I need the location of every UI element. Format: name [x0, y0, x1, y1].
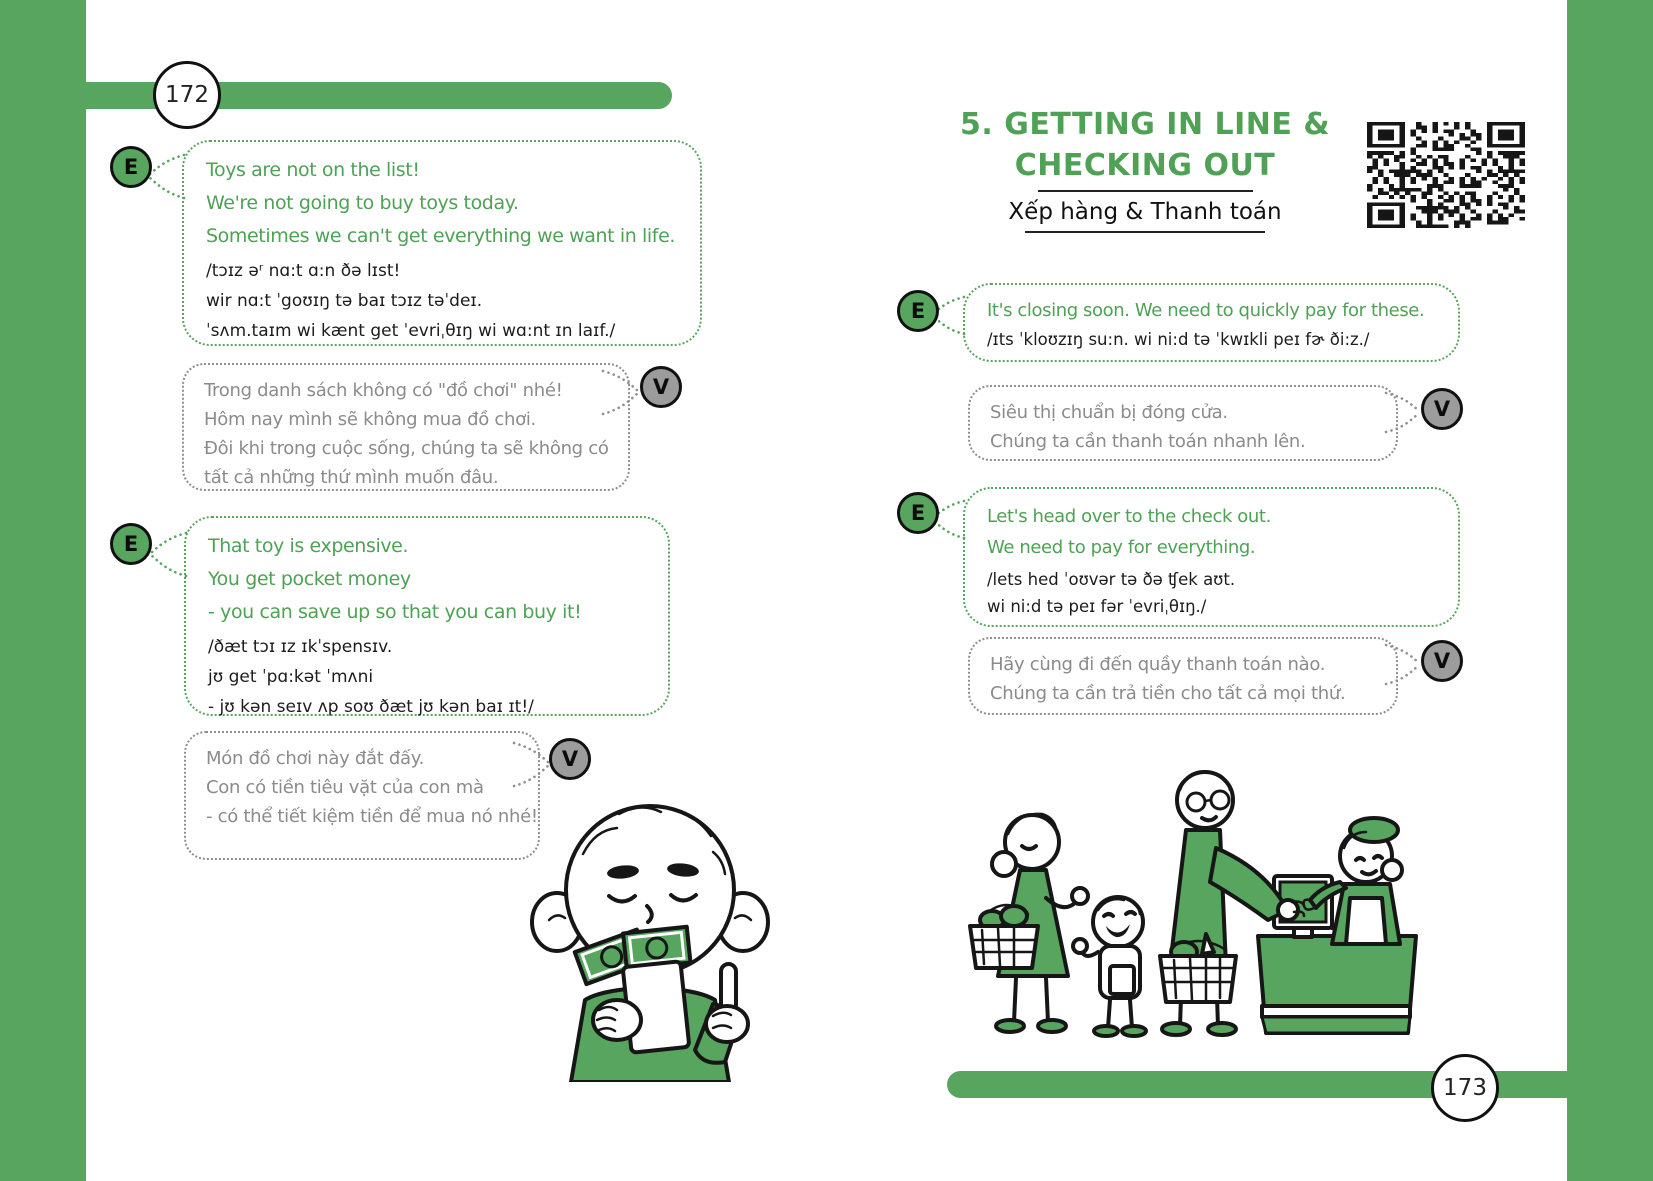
checkout-scene-illustration	[958, 738, 1436, 1038]
speech-bubble-english	[184, 516, 670, 716]
bubble-tail	[601, 368, 641, 418]
section-title-block	[930, 104, 1360, 233]
speech-bubble-vietnamese	[968, 385, 1398, 461]
qr-code-icon	[1367, 122, 1525, 228]
speaker-badge-vietnamese: V	[640, 366, 682, 408]
phonetic-line: wir nɑ:t ˈgoʊɪŋ tə baɪ tɔɪz təˈdeɪ.	[206, 291, 483, 311]
speaker-badge-english: E	[110, 146, 152, 188]
speaker-badge-vietnamese: V	[1421, 640, 1463, 682]
title-underline	[1038, 190, 1253, 192]
bubble-tail	[146, 152, 186, 202]
speech-bubble-vietnamese	[182, 363, 630, 491]
vietnamese-line: Siêu thị chuẩn bị đóng cửa.	[990, 402, 1228, 423]
phonetic-line: /ðæt tɔɪ ɪz ɪkˈspensɪv.	[208, 637, 393, 657]
bubble-tail	[1384, 390, 1422, 436]
bubble-tail	[1384, 642, 1422, 688]
vietnamese-line: Trong danh sách không có "đồ chơi" nhé!	[204, 380, 563, 401]
phonetic-line: wi ni:d tə peɪ fər ˈevriˌθɪŋ./	[987, 597, 1207, 616]
phonetic-line: /tɔɪz əʳ nɑ:t ɑ:n ðə lɪst!	[206, 261, 401, 281]
vietnamese-line: Hãy cùng đi đến quầy thanh toán nào.	[990, 654, 1326, 675]
vietnamese-line: Chúng ta cần trả tiền cho tất cả mọi thứ.	[990, 683, 1346, 704]
speech-bubble-vietnamese	[184, 731, 540, 860]
speaker-badge-vietnamese: V	[1421, 388, 1463, 430]
boy-with-money-illustration	[527, 752, 772, 1082]
speaker-badge-english: E	[897, 492, 939, 534]
english-line: That toy is expensive.	[208, 535, 409, 557]
speech-bubble-english	[182, 140, 702, 346]
english-line: Sometimes we can't get everything we want in life.	[206, 225, 676, 247]
speech-bubble-vietnamese	[968, 637, 1398, 715]
right-page-footer-bar	[947, 1071, 1653, 1098]
bubble-tail	[512, 740, 552, 790]
phonetic-line: - jʊ kən seɪv ʌp soʊ ðæt jʊ kən baɪ ɪt!/	[208, 697, 534, 717]
english-line: It's closing soon. We need to quickly pay for these.	[987, 300, 1425, 321]
english-line: - you can save up so that you can buy it!	[208, 601, 582, 623]
vietnamese-line: Món đồ chơi này đắt đấy.	[206, 748, 424, 769]
subtitle-underline	[1025, 231, 1265, 233]
phonetic-line: /ɪts ˈkloʊzɪŋ su:n. wi ni:d tə ˈkwɪkli peɪ fɚ ði:z./	[987, 330, 1370, 349]
section-title: CHECKING OUT	[1014, 148, 1276, 183]
speaker-badge-vietnamese: V	[549, 738, 591, 780]
right-edge-bar	[1567, 0, 1653, 1181]
english-line: Let's head over to the check out.	[987, 506, 1271, 527]
phonetic-line: jʊ get ˈpɑ:kət ˈmʌni	[208, 667, 374, 687]
page-number-left: 172	[153, 61, 221, 129]
phonetic-line: ˈsʌm.taɪm wi kænt get ˈevriˌθɪŋ wi wɑ:nt ɪn laɪf./	[206, 321, 616, 341]
speech-bubble-english	[963, 487, 1460, 627]
section-title: 5. GETTING IN LINE &	[960, 107, 1330, 142]
english-line: We're not going to buy toys today.	[206, 192, 519, 214]
english-line: We need to pay for everything.	[987, 537, 1256, 558]
page-number-right: 173	[1431, 1054, 1499, 1122]
left-edge-bar	[0, 0, 86, 1181]
speaker-badge-english: E	[897, 290, 939, 332]
speech-bubble-english	[963, 283, 1460, 362]
vietnamese-line: Hôm nay mình sẽ không mua đồ chơi.	[204, 409, 536, 430]
english-line: Toys are not on the list!	[206, 159, 420, 181]
vietnamese-line: Đôi khi trong cuộc sống, chúng ta sẽ không có	[204, 438, 609, 459]
vietnamese-line: Chúng ta cần thanh toán nhanh lên.	[990, 431, 1306, 452]
section-subtitle: Xếp hàng & Thanh toán	[1008, 199, 1282, 225]
phonetic-line: /lets hed ˈoʊvər tə ðə ʧek aʊt.	[987, 570, 1236, 589]
english-line: You get pocket money	[208, 568, 411, 590]
bubble-tail	[148, 530, 188, 580]
vietnamese-line: - có thể tiết kiệm tiền để mua nó nhé!	[206, 806, 538, 827]
speaker-badge-english: E	[110, 523, 152, 565]
vietnamese-line: Con có tiền tiêu vặt của con mà	[206, 777, 484, 798]
vietnamese-line: tất cả những thứ mình muốn đâu.	[204, 467, 499, 488]
